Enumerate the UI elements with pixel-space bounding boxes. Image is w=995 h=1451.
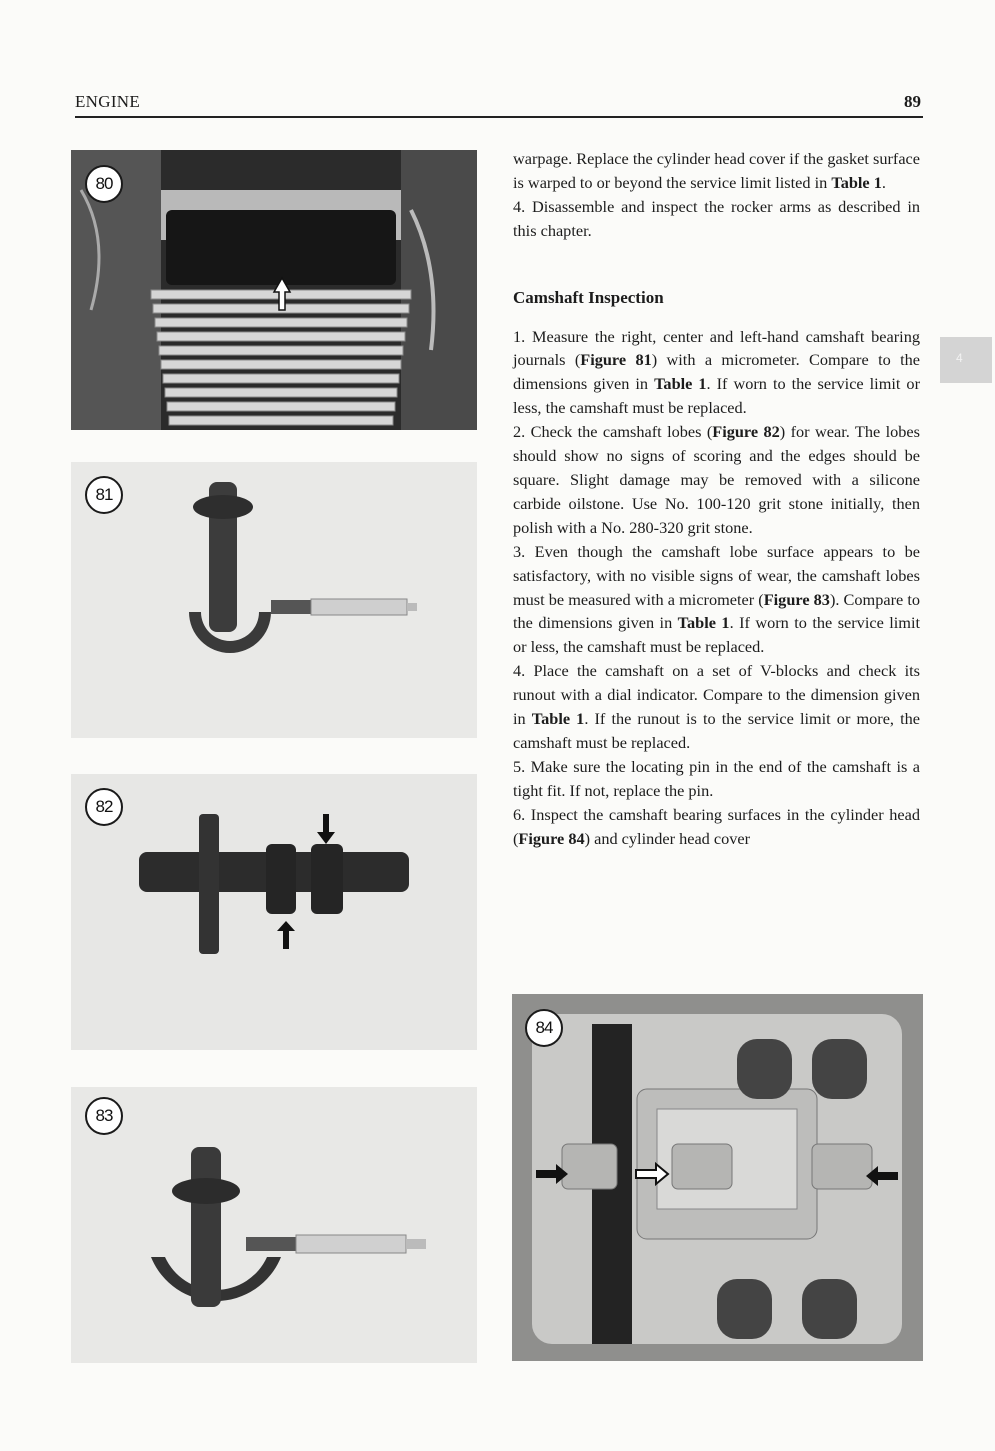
thumb-tab-label: 4 bbox=[956, 351, 963, 365]
body-text-column bbox=[513, 147, 920, 850]
table-reference: Table 1 bbox=[654, 374, 707, 394]
figure-number-badge: 84 bbox=[525, 1009, 563, 1047]
paragraph-step-4: 4. Place the camshaft on a set of V-blocks and check its runout with a dial indicator. Compare to the dimension given in Table 1. If the runout is to the service limit or more, the camshaft must be replaced. bbox=[513, 661, 920, 752]
paragraph-step-3: 3. Even though the camshaft lobe surface appears to be satisfactory, with no visible signs of wear, the camshaft lobes must be measured with a micrometer (Figure 83). Compare to the dimensions given in Table 1. If worn to the service limit or less, the camshaft must be replaced. bbox=[513, 541, 920, 657]
figure-number-badge: 80 bbox=[85, 165, 123, 203]
paragraph-step-2: 2. Check the camshaft lobes (Figure 82) for wear. The lobes should show no signs of scoring and the edges should be square. Slight damage may be removed with a silicone carbide oilstone. Use No. 100-120 grit stone initially, then polish with a No. 280-320 grit stone. bbox=[513, 422, 920, 537]
figure-84-photo bbox=[512, 994, 923, 1361]
figure-reference: Figure 81 bbox=[580, 350, 652, 370]
section-heading: Camshaft Inspection bbox=[513, 287, 664, 307]
table-reference: Table 1 bbox=[831, 172, 882, 192]
table-reference: Table 1 bbox=[531, 709, 585, 729]
paragraph-intro: warpage. Replace the cylinder head cover if the gasket surface is warped to or beyond the service limit listed in Table 1. bbox=[513, 149, 920, 192]
figure-83-photo bbox=[71, 1087, 477, 1363]
paragraph-step-1: 1. Measure the right, center and left-hand camshaft bearing journals (Figure 81) with a micrometer. Compare to the dimensions given in Table 1. If worn to the service limit or less, the camshaft must be replaced. bbox=[513, 326, 920, 418]
figure-reference: Figure 82 bbox=[712, 422, 780, 442]
paragraph-step-4-rocker: 4. Disassemble and inspect the rocker arms as described in this chapter. bbox=[513, 196, 920, 240]
camshaft-micrometer-illustration bbox=[71, 462, 477, 738]
header-rule bbox=[75, 116, 923, 118]
paragraph-step-6: 6. Inspect the camshaft bearing surfaces in the cylinder head (Figure 84) and cylinder head cover bbox=[513, 804, 920, 848]
lobe-measurement-illustration bbox=[71, 1087, 477, 1363]
camshaft-lobes-illustration bbox=[71, 774, 477, 1050]
chapter-thumb-tab bbox=[940, 337, 992, 383]
figure-reference: Figure 83 bbox=[763, 589, 830, 609]
chapter-title: ENGINE bbox=[75, 92, 141, 111]
figure-number-badge: 83 bbox=[85, 1097, 123, 1135]
table-reference: Table 1 bbox=[677, 613, 730, 633]
figure-81-photo bbox=[71, 462, 477, 738]
paragraph-step-5: 5. Make sure the locating pin in the end of the camshaft is a tight fit. If not, replace the pin. bbox=[513, 756, 920, 800]
figure-80-photo bbox=[71, 150, 477, 430]
engine-cylinder-illustration bbox=[71, 150, 477, 430]
figure-number-badge: 82 bbox=[85, 788, 123, 826]
cylinder-head-illustration bbox=[512, 994, 923, 1361]
figure-number-badge: 81 bbox=[85, 476, 123, 514]
figure-82-photo bbox=[71, 774, 477, 1050]
page-header bbox=[75, 88, 923, 118]
figure-reference: Figure 84 bbox=[518, 828, 585, 848]
page-number: 89 bbox=[904, 92, 921, 111]
